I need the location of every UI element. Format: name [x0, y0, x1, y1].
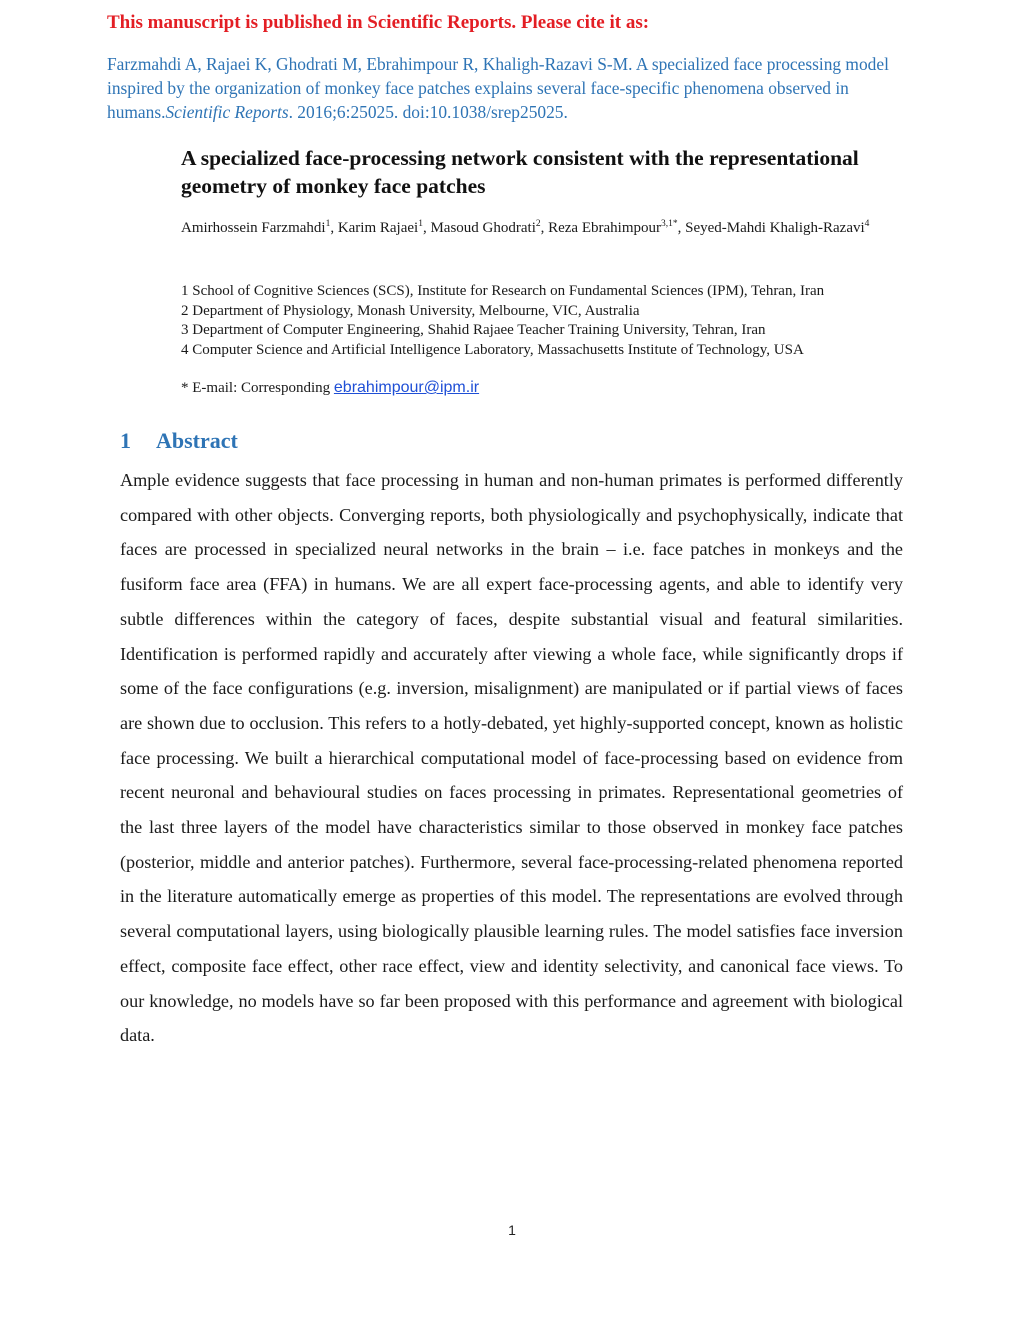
- author-name: Seyed-Mahdi Khaligh-Razavi: [685, 220, 865, 236]
- citation-text: Farzmahdi A, Rajaei K, Ghodrati M, Ebrahimpour R, Khaligh-Razavi S-M. A specialized face processing model inspired by the organization of monkey face patches explains several face-specific phenomena observed in humans.: [107, 54, 889, 122]
- author-separator: ,: [540, 220, 549, 236]
- abstract-heading: [120, 428, 238, 454]
- email-link[interactable]: ebrahimpour@ipm.ir: [333, 379, 480, 396]
- affiliation-item: 2 Department of Physiology, Monash University, Melbourne, VIC, Australia: [181, 302, 640, 319]
- citation-details: . 2016;6:25025. doi:10.1038/srep25025.: [288, 102, 568, 122]
- author-list: [181, 216, 911, 240]
- corresponding-email: [181, 378, 881, 398]
- section-title: Abstract: [156, 428, 238, 453]
- author-separator: ,: [330, 220, 338, 236]
- author-affiliation-marker: 1: [325, 219, 331, 229]
- author-separator: ,: [677, 220, 686, 236]
- affiliation-list: [181, 282, 941, 360]
- author-affiliation-marker: 3,1*: [660, 219, 678, 229]
- citation-block: [107, 52, 907, 124]
- abstract-body: Ample evidence suggests that face processing in human and non-human primates is performed differently compared with other objects. Converging reports, both physiologically and psychophysically, indicate that faces are processed in specialized neural networks in the brain – i.e. face patches in monkeys and the fusiform face area (FFA) in humans. We are all expert face-processing agents, and able to identify very subtle differences within the category of faces, despite substantial visual and featural similarities. Identification is performed rapidly and accurately after viewing a whole face, while significantly drops if some of the face configurations (e.g. inversion, misalignment) are manipulated or if partial views of faces are shown due to occlusion. This refers to a hotly-debated, yet highly-supported concept, known as holistic face processing. We built a hierarchical computational model of face-processing based on evidence from recent neuronal and behavioural studies on faces processing in primates. Representational geometries of the last three layers of the model have characteristics similar to those observed in monkey face patches (posterior, middle and anterior patches). Furthermore, several face-processing-related phenomena reported in the literature automatically emerge as properties of this model. The representations are evolved through several computational layers, using biologically plausible learning rules. The model satisfies face inversion effect, composite face effect, other race effect, view and identity selectivity, and canonical face views. To our knowledge, no models have so far been proposed with this performance and agreement with biological data.: [120, 470, 903, 1046]
- section-number: 1: [120, 428, 131, 453]
- author-name: Reza Ebrahimpour: [548, 220, 661, 236]
- citation-journal: Scientific Reports: [165, 102, 289, 122]
- affiliation-item: 4 Computer Science and Artificial Intelligence Laboratory, Massachusetts Institute of Technology, USA: [181, 341, 804, 358]
- author-name: Masoud Ghodrati: [430, 220, 536, 236]
- author-affiliation-marker: 1: [418, 219, 423, 229]
- paper-title: A specialized face-processing network consistent with the representational geometry of monkey face patches: [181, 146, 859, 198]
- page-number: 1: [508, 1222, 516, 1238]
- affiliation-item: 3 Department of Computer Engineering, Shahid Rajaee Teacher Training University, Tehran, Iran: [181, 322, 766, 338]
- publication-notice: This manuscript is published in Scientific Reports. Please cite it as:: [107, 12, 650, 33]
- email-label: * E-mail: Corresponding: [181, 380, 334, 396]
- author-name: Amirhossein Farzmahdi: [181, 220, 326, 236]
- author-affiliation-marker: 4: [864, 219, 870, 229]
- author-separator: ,: [422, 220, 431, 236]
- author-name: Karim Rajaei: [337, 220, 419, 236]
- author-affiliation-marker: 2: [535, 219, 541, 229]
- affiliation-item: 1 School of Cognitive Sciences (SCS), Institute for Research on Fundamental Sciences (IPM), Tehran, Iran: [181, 283, 825, 299]
